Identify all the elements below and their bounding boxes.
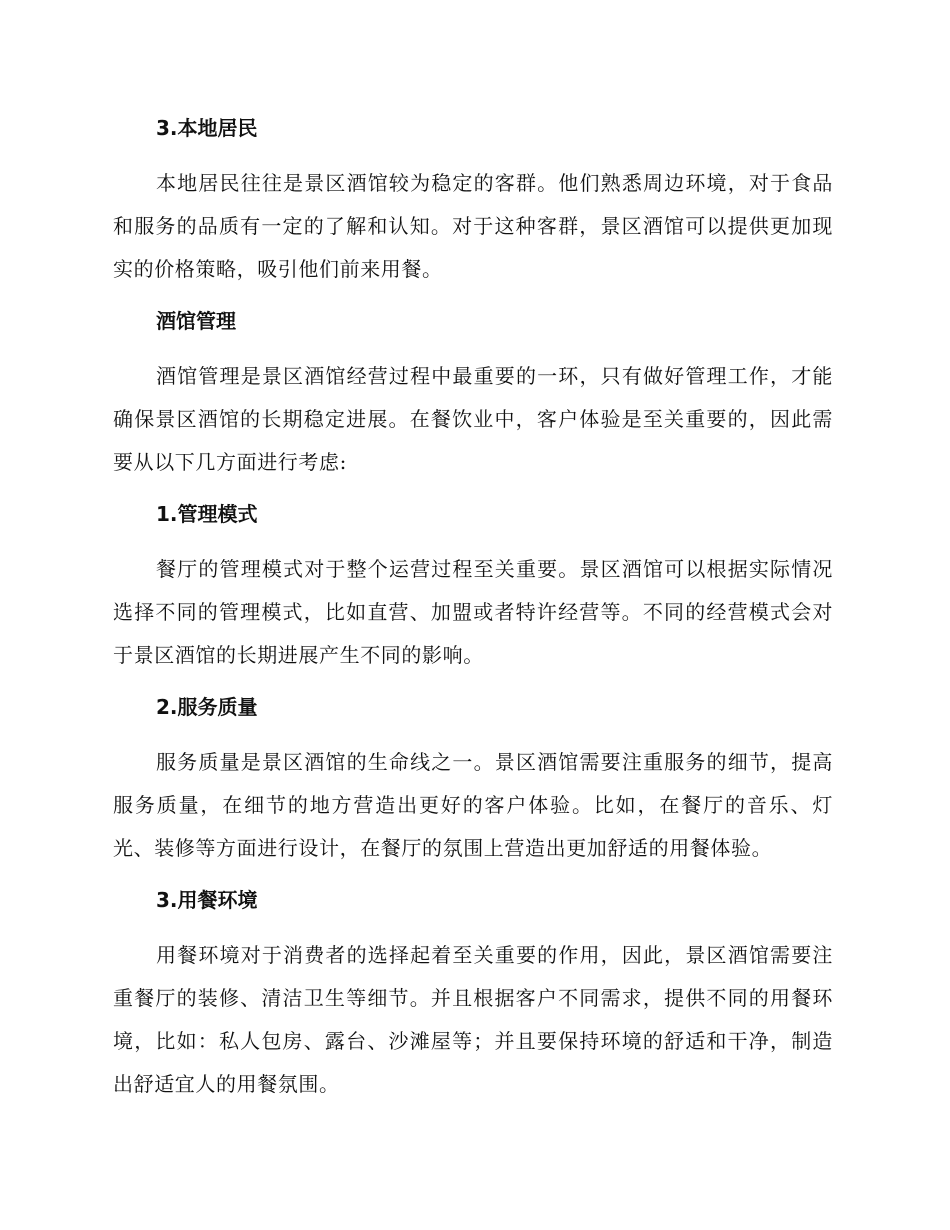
section-heading-management-mode: 1.管理模式 — [156, 502, 258, 526]
section-heading-service-quality: 2.服务质量 — [156, 695, 258, 719]
document-body — [113, 108, 833, 1106]
section-heading-tavern-management: 酒馆管理 — [156, 309, 236, 333]
section-heading-dining-environment: 3.用餐环境 — [156, 888, 258, 912]
section-paragraph-management-mode: 餐厅的管理模式对于整个运营过程至关重要。景区酒馆可以根据实际情况选择不同的管理模式，比如直营、加盟或者特许经营等。不同的经营模式会对于景区酒馆的长期进展产生不同的影响。 — [113, 557, 833, 667]
section-paragraph-local-residents: 本地居民往往是景区酒馆较为稳定的客群。他们熟悉周边环境，对于食品和服务的品质有一定的了解和认知。对于这种客群，景区酒馆可以提供更加现实的价格策略，吸引他们前来用餐。 — [113, 171, 833, 281]
section-heading-local-residents: 3.本地居民 — [156, 116, 258, 140]
section-paragraph-service-quality: 服务质量是景区酒馆的生命线之一。景区酒馆需要注重服务的细节，提高服务质量，在细节的地方营造出更好的客户体验。比如，在餐厅的音乐、灯光、装修等方面进行设计，在餐厅的氛围上营造出更加舒适的用餐体验。 — [113, 750, 833, 860]
section-paragraph-dining-environment: 用餐环境对于消费者的选择起着至关重要的作用，因此，景区酒馆需要注重餐厅的装修、清洁卫生等细节。并且根据客户不同需求，提供不同的用餐环境，比如：私人包房、露台、沙滩屋等；并且要保持环境的舒适和干净，制造出舒适宜人的用餐氛围。 — [113, 943, 833, 1096]
section-paragraph-tavern-management: 酒馆管理是景区酒馆经营过程中最重要的一环，只有做好管理工作，才能确保景区酒馆的长期稳定进展。在餐饮业中，客户体验是至关重要的，因此需要从以下几方面进行考虑: — [113, 364, 833, 474]
